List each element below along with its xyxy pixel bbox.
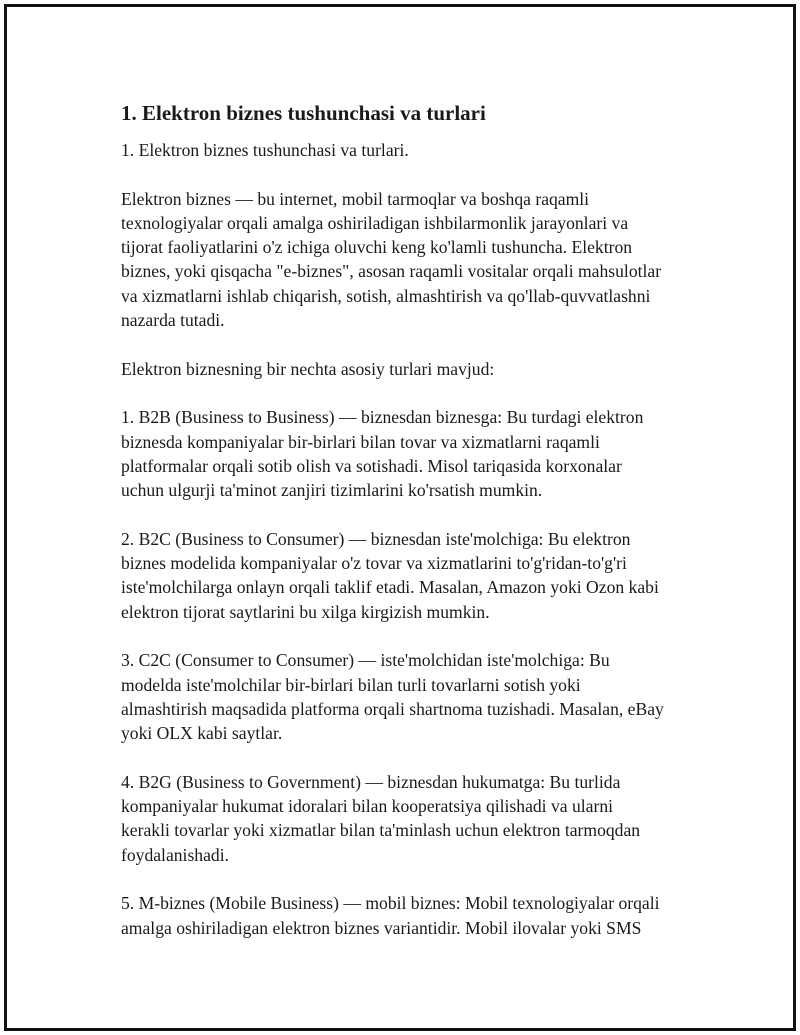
paragraph-definition: Elektron biznes — bu internet, mobil tarmoqlar va boshqa raqamli texnologiyalar orqali amalga oshiriladigan ishbilarmonlik jarayonlari va tijorat faoliyatlarini o'z ichiga oluvchi keng ko'lamli tushuncha. Elektron biznes, yoki qisqacha "e-biznes", asosan raqamli vositalar orqali mahsulotlar va xizmatlarni ishlab chiqarish, sotish, almashtirish va qo'llab-quvvatlashni nazarda tutadi. (121, 188, 662, 331)
paragraph-types-intro: Elektron biznesning bir nechta asosiy turlari mavjud: (121, 358, 495, 379)
page-frame (4, 4, 796, 1031)
paragraph-b2b: 1. B2B (Business to Business) — biznesdan biznesga: Bu turdagi elektron biznesda kompaniyalar bir-birlari bilan tovar va xizmatlarni raqamli platformalar orqali sotib olish va sotishadi. Misol tariqasida korxonalar uchun ulgurji ta'minot zanjiri tizimlarini ko'rsatish mumkin. (121, 407, 644, 501)
paragraph-b2c: 2. B2C (Business to Consumer) — biznesdan iste'molchiga: Bu elektron biznes modelida kompaniyalar o'z tovar va xizmatlarini to'g'ridan-to'g'ri iste'molchilarga onlayn orqali taklif etadi. Masalan, Amazon yoki Ozon kabi elektron tijorat saytlarini bu xilga kirgizish mumkin. (121, 528, 659, 622)
paragraph-m-biznes: 5. M-biznes (Mobile Business) — mobil biznes: Mobil texnologiyalar orqali amalga oshiriladigan elektron biznes variantidir. Mobil ilovalar yoki SMS (121, 893, 660, 938)
document-body (121, 99, 701, 964)
document-title: 1. Elektron biznes tushunchasi va turlari (121, 101, 486, 125)
paragraph-subheading: 1. Elektron biznes tushunchasi va turlari. (121, 140, 409, 160)
paragraph-c2c: 3. C2C (Consumer to Consumer) — iste'molchidan iste'molchiga: Bu modelda iste'molchilar bir-birlari bilan turli tovarlarni sotish yoki almashtirish maqsadida platforma orqali shartnoma tuzishadi. Masalan, eBay yoki OLX kabi saytlar. (121, 650, 664, 744)
paragraph-b2g: 4. B2G (Business to Government) — biznesdan hukumatga: Bu turlida kompaniyalar hukumat idoralari bilan kooperatsiya qilishadi va ularni kerakli tovarlar yoki xizmatlar bilan ta'minlash uchun elektron tarmoqdan foydalanishadi. (121, 771, 641, 865)
